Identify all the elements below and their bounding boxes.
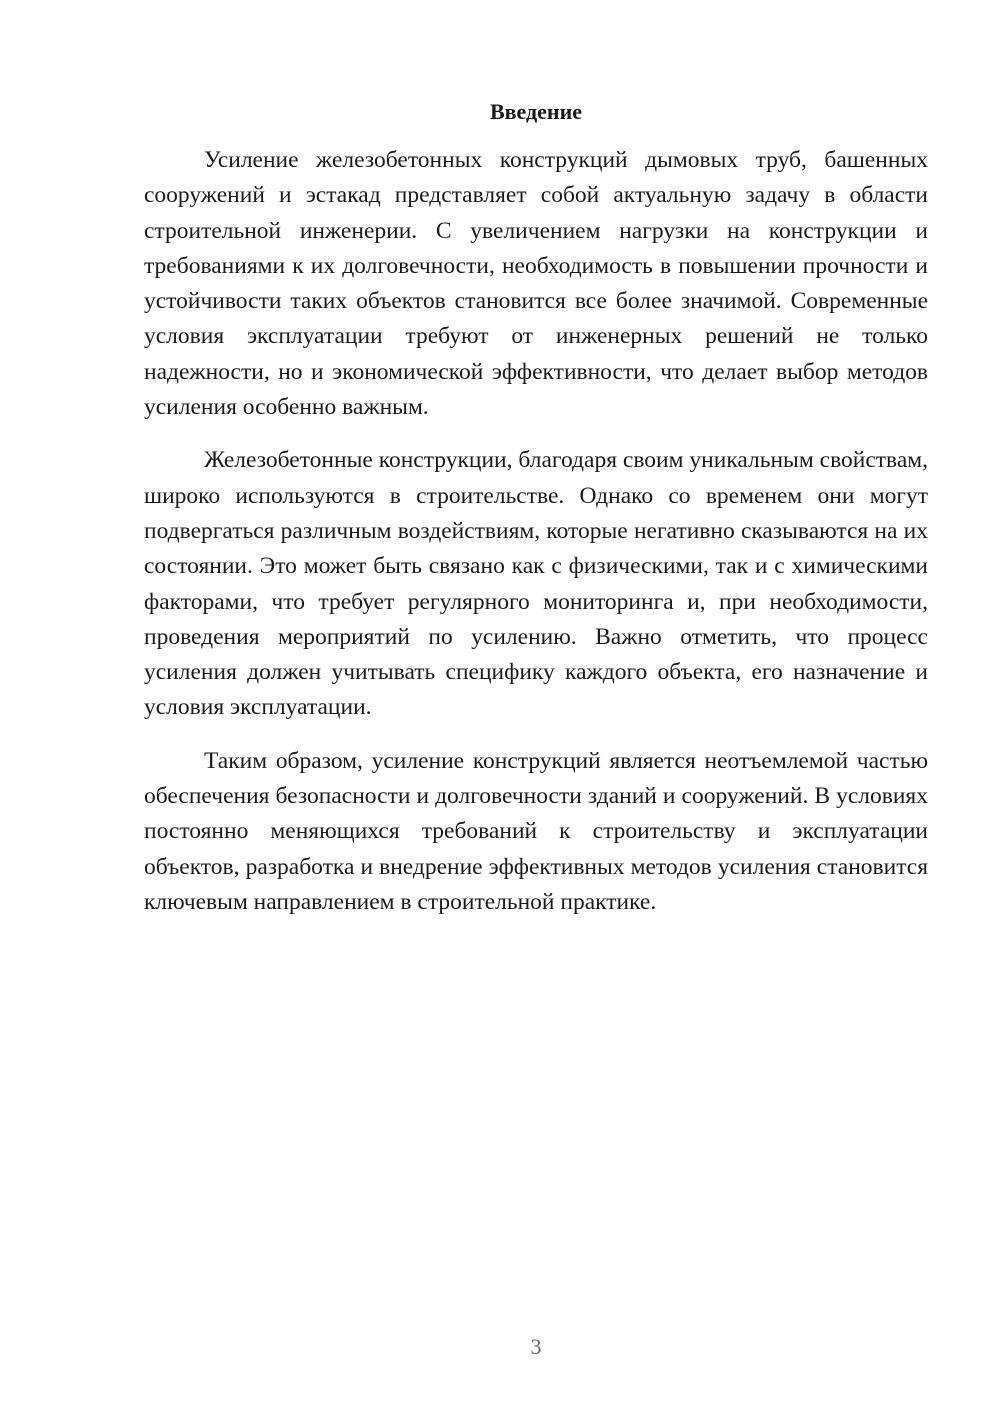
page-number: 3 bbox=[530, 1334, 542, 1359]
paragraph-2: Железобетонные конструкции, благодаря своим уникальным свойствам, широко используются в строительстве. Однако со временем они могут подвергаться различным воздействиям, которые негативно сказываются на их состоянии. Это может быть связано как с физическими, так и с химическими факторами, что требует регулярного мониторинга и, при необходимости, проведения мероприятий по усилению. Важно отметить, что процесс усиления должен учитывать специфику каждого объекта, его назначение и условия эксплуатации. bbox=[144, 447, 928, 721]
body-text bbox=[144, 143, 928, 938]
section-title: Введение bbox=[489, 99, 583, 124]
paragraph-3: Таким образом, усиление конструкций является неотъемлемой частью обеспечения безопасности и долговечности зданий и сооружений. В условиях постоянно меняющихся требований к строительству и эксплуатации объектов, разработка и внедрение эффективных методов усиления становится ключевым направлением в строительной практике. bbox=[144, 747, 928, 915]
paragraph-1: Усиление железобетонных конструкций дымовых труб, башенных сооружений и эстакад представляет собой актуальную задачу в области строительной инженерии. С увеличением нагрузки на конструкции и требованиями к их долговечности, необходимость в повышении прочности и устойчивости таких объектов становится все более значимой. Современные условия эксплуатации требуют от инженерных решений не только надежности, но и экономической эффективности, что делает выбор методов усиления особенно важным. bbox=[144, 147, 928, 421]
